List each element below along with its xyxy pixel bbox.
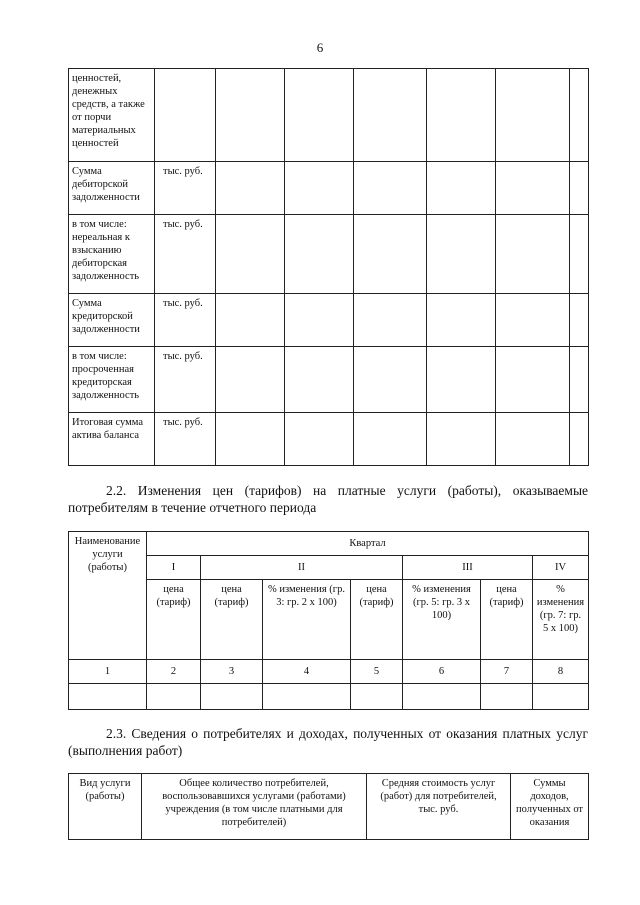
- table-row: [69, 347, 589, 413]
- price-changes-table: [68, 531, 589, 710]
- column-number: 8: [533, 660, 589, 684]
- column-number: 2: [147, 660, 201, 684]
- service-type-header: Вид услуги (работы): [69, 774, 142, 840]
- row-label: Сумма кредиторской задолженности: [69, 294, 155, 347]
- row-unit: тыс. руб.: [155, 413, 216, 466]
- row-label: в том числе: просроченная кредиторская задолженность: [69, 347, 155, 413]
- column-number: 7: [481, 660, 533, 684]
- row-unit: тыс. руб.: [155, 215, 216, 294]
- quarter-header: Квартал: [147, 532, 589, 556]
- table-row: [69, 162, 589, 215]
- section-2-2-heading: 2.2. Изменения цен (тарифов) на платные услуги (работы), оказываемые потребителям в течение отчетного периода: [68, 483, 588, 515]
- row-unit: тыс. руб.: [155, 347, 216, 413]
- table-row: [69, 215, 589, 294]
- row-label: в том числе: нереальная к взысканию дебиторская задолженность: [69, 215, 155, 294]
- income-sum-header: Суммы доходов, полученных от оказания: [511, 774, 589, 840]
- column-number: 5: [351, 660, 403, 684]
- row-unit: [155, 69, 216, 162]
- quarter-label: I: [147, 556, 201, 580]
- column-number: 4: [263, 660, 351, 684]
- consumers-count-header: Общее количество потребителей, воспользовавшихся услугами (работами) учреждения (в том числе платными для потребителей): [142, 774, 367, 840]
- price-header: цена (тариф): [147, 580, 201, 660]
- table-row: [69, 413, 589, 466]
- column-number: 6: [403, 660, 481, 684]
- pct-change-header: % изменения (гр. 5: гр. 3 х 100): [403, 580, 481, 660]
- pct-change-header: % изменения (гр. 3: гр. 2 х 100): [263, 580, 351, 660]
- price-header: цена (тариф): [351, 580, 403, 660]
- table-row: [69, 684, 589, 710]
- pct-change-header: % изменения (гр. 7: гр. 5 х 100): [533, 580, 589, 660]
- quarter-label: III: [403, 556, 533, 580]
- table-row: [69, 69, 589, 162]
- table-row: [69, 294, 589, 347]
- column-number: 1: [69, 660, 147, 684]
- row-label: Сумма дебиторской задолженности: [69, 162, 155, 215]
- quarter-label: II: [201, 556, 403, 580]
- row-unit: тыс. руб.: [155, 162, 216, 215]
- consumers-income-table: [68, 773, 589, 840]
- financial-indicators-table: [68, 68, 589, 466]
- row-label: ценностей, денежных средств, а также от порчи материальных ценностей: [69, 69, 155, 162]
- service-name-header: Наименование услуги (работы): [69, 532, 147, 660]
- quarter-label: IV: [533, 556, 589, 580]
- section-2-3-heading: 2.3. Сведения о потребителях и доходах, полученных от оказания платных услуг (выполнения работ): [68, 726, 588, 758]
- row-unit: тыс. руб.: [155, 294, 216, 347]
- price-header: цена (тариф): [481, 580, 533, 660]
- price-header: цена (тариф): [201, 580, 263, 660]
- column-number: 3: [201, 660, 263, 684]
- average-cost-header: Средняя стоимость услуг (работ) для потребителей, тыс. руб.: [367, 774, 511, 840]
- row-label: Итоговая сумма актива баланса: [69, 413, 155, 466]
- page-number: 6: [316, 40, 324, 55]
